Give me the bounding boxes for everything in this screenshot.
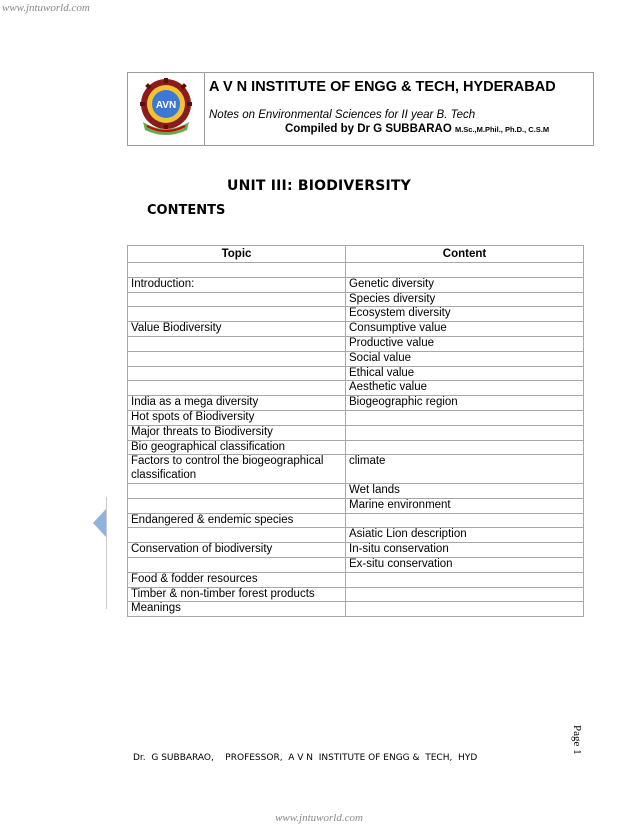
contents-heading: CONTENTS [147,203,226,218]
topic-cell: Meanings [128,602,346,617]
institute-title: A V N INSTITUTE OF ENGG & TECH, HYDERABAD [209,79,556,95]
table-row [128,336,584,351]
content-cell: Social value [346,351,584,366]
topic-cell [128,351,346,366]
table-row [128,498,584,513]
footer-text: Dr. G SUBBARAO, PROFESSOR, A V N INSTITUTE OF ENGG & TECH, HYD [133,753,478,763]
content-cell: Ethical value [346,366,584,381]
content-header: Content [346,246,584,263]
content-cell [346,425,584,440]
table-row [128,557,584,572]
content-cell: Productive value [346,336,584,351]
table-row [128,322,584,337]
logo-cell [128,73,205,145]
topic-cell: Food & fodder resources [128,572,346,587]
topic-cell: Endangered & endemic species [128,513,346,528]
table-row [128,425,584,440]
table-row [128,410,584,425]
content-cell [346,587,584,602]
table-row [128,455,584,484]
table-row [128,351,584,366]
content-cell [346,263,584,278]
table-row [128,381,584,396]
topic-cell [128,557,346,572]
content-cell: Genetic diversity [346,277,584,292]
topic-cell: Hot spots of Biodiversity [128,410,346,425]
table-row [128,513,584,528]
topic-cell: Timber & non-timber forest products [128,587,346,602]
table-row [128,307,584,322]
content-cell: Consumptive value [346,322,584,337]
content-cell: Species diversity [346,292,584,307]
topic-cell [128,307,346,322]
compiled-by [285,123,549,135]
content-cell: Asiatic Lion description [346,528,584,543]
topic-cell: India as a mega diversity [128,396,346,411]
content-cell: Ecosystem diversity [346,307,584,322]
content-cell [346,410,584,425]
table-row [128,396,584,411]
table-row [128,440,584,455]
table-row [128,602,584,617]
table-row [128,277,584,292]
table-body [128,263,584,617]
table-header-row [128,246,584,263]
topic-cell [128,381,346,396]
topic-cell: Value Biodiversity [128,322,346,337]
content-cell: Biogeographic region [346,396,584,411]
content-cell [346,440,584,455]
institute-logo [137,78,195,138]
content-cell: Aesthetic value [346,381,584,396]
page-number-text: Page 1 [571,725,583,755]
table-row [128,292,584,307]
logo-text: AVN [155,100,177,111]
content-cell [346,513,584,528]
contents-table [127,245,584,617]
topic-cell [128,336,346,351]
page-number [571,725,607,755]
unit-title: UNIT III: BIODIVERSITY [227,178,411,194]
qualifications: M.Sc.,M.Phil., Ph.D., C.S.M [454,125,550,134]
table-row [128,543,584,558]
table-row [128,366,584,381]
compiled-by-text: Compiled by Dr G SUBBARAO [285,123,452,135]
notes-subtitle: Notes on Environmental Sciences for II year B. Tech [209,109,476,121]
topic-cell: Bio geographical classification [128,440,346,455]
table-row [128,483,584,498]
topic-cell: Major threats to Biodiversity [128,425,346,440]
table-row [128,587,584,602]
content-cell [346,572,584,587]
watermark-top: www.jntuworld.com [2,2,90,14]
topic-cell: Factors to control the biogeographical classification [128,455,346,484]
content-cell [346,602,584,617]
side-decoration [93,497,107,609]
content-cell: climate [346,455,584,484]
header-box [127,72,594,146]
topic-cell [128,483,346,498]
content-cell: In-situ conservation [346,543,584,558]
watermark-bottom: www.jntuworld.com [275,812,363,824]
content-cell: Ex-situ conservation [346,557,584,572]
left-arrow-icon [93,509,106,537]
table-row [128,572,584,587]
topic-cell: Conservation of biodiversity [128,543,346,558]
topic-cell [128,292,346,307]
content-cell: Marine environment [346,498,584,513]
table-row [128,528,584,543]
topic-cell: Introduction: [128,277,346,292]
topic-cell [128,263,346,278]
topic-cell [128,528,346,543]
content-cell: Wet lands [346,483,584,498]
topic-header: Topic [128,246,346,263]
topic-cell [128,498,346,513]
topic-cell [128,366,346,381]
table-row [128,263,584,278]
